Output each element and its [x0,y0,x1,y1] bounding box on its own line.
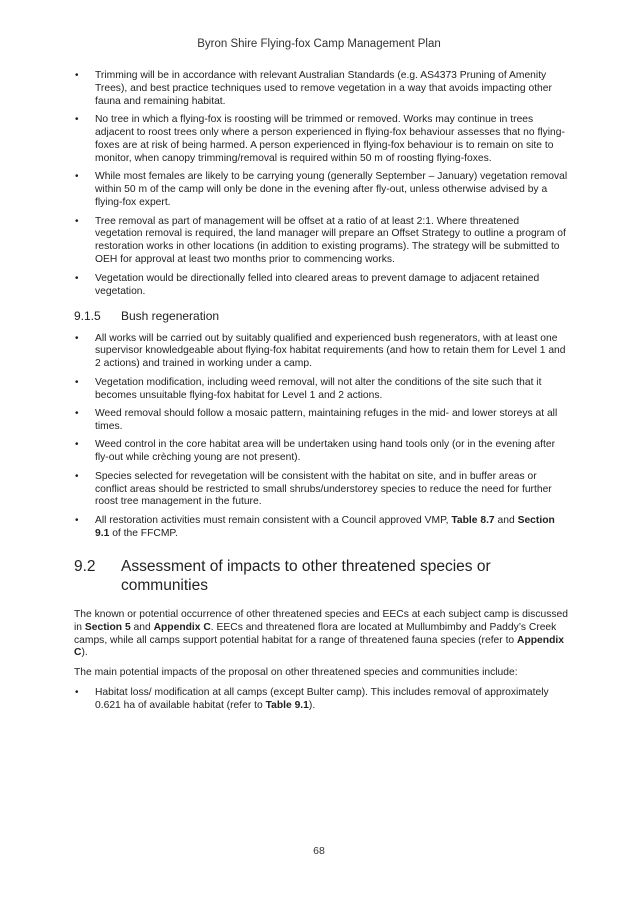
list-item: • No tree in which a flying-fox is roosting will be trimmed or removed. Works may continue in trees adjacent to roost trees only where a person experienced in flying-fox behaviour assesses that no flying-foxes are at risk of being harmed. A person experienced in flying-fox behaviour is to remain on site to monitor, when canopy trimming/removal is required within 50 m of roosting flying-foxes. [74,114,568,166]
text-run: of the FFCMP. [109,527,178,539]
list-item: • Trimming will be in accordance with relevant Australian Standards (e.g. AS4373 Pruning of Amenity Trees), and best practice techniques used to remove vegetation in a way that avoids impacting other fauna and remaining habitat. [74,70,568,109]
text-run: and [494,514,518,526]
section-number: 9.2 [74,557,96,575]
list-item [74,687,568,713]
text-run: ). [81,647,88,659]
text-run: Habitat loss/ modification at all camps (except Bulter camp). This includes removal of approximately 0.621 ha of available habitat (refer to [95,687,549,712]
bullet-list-bush-regeneration [74,333,568,541]
table-reference: Table 8.7 [451,514,495,526]
list-item: • Vegetation modification, including weed removal, will not alter the conditions of the site such that it becomes unsuitable flying-fox habitat for Level 1 and 2 actions. [74,377,568,403]
page-header: Byron Shire Flying-fox Camp Management Plan [197,38,441,50]
bullet-list-impacts [74,687,568,713]
page-content [74,70,568,719]
section-reference: Section 5 [84,621,131,633]
list-item: • All works will be carried out by suitably qualified and experienced bush regenerators, with at least one supervisor knowledgeable about flying-fox habitat requirements (and how to retain them for Level 1 and 2 actions) and trained in working under a camp. [74,333,568,372]
section-heading-9-1-5 [74,309,568,323]
list-item: • Tree removal as part of management will be offset at a ratio of at least 2:1. Where threatened vegetation removal is required, the land manager will prepare an Offset Strategy to outline a program of restoration works in other locations (in addition to existing programs). The strategy will be submitted to OEH for approval at least two months prior to commencing works. [74,216,568,268]
section-reference: Section 9.1 [95,514,555,539]
paragraph: The main potential impacts of the proposal on other threatened species and communities include: [74,667,518,679]
text-run: and [130,621,154,633]
list-item: • Vegetation would be directionally felled into cleared areas to prevent damage to adjacent retained vegetation. [74,273,568,299]
text-run: ). [308,700,316,712]
bullet-list-vegetation-removal [74,70,568,299]
page-number: 68 [313,845,325,857]
list-item: • Weed removal should follow a mosaic pattern, maintaining refuges in the mid- and lower storeys at all times. [74,408,568,434]
section-number: 9.1.5 [74,308,101,323]
paragraph [74,609,568,661]
list-item: • Species selected for revegetation will be consistent with the habitat on site, and in buffer areas or conflict areas should be restricted to small shrubs/understorey species to reduce the need for further roost tree management in the future. [74,471,568,510]
text-run: All restoration activities must remain consistent with a Council approved VMP, [95,514,452,526]
section-title: Bush regeneration [121,308,220,323]
table-reference: Table 9.1 [265,700,309,712]
appendix-reference: Appendix C [153,621,211,633]
list-item: • Weed control in the core habitat area will be undertaken using hand tools only (or in the evening after fly-out while crèching young are not present). [74,439,568,465]
appendix-reference: Appendix C [74,634,564,659]
list-item: • While most females are likely to be carrying young (generally September – January) vegetation removal within 50 m of the camp will only be done in the evening after fly-out, unless otherwise advised by a flying-fox expert. [74,171,568,210]
list-item [74,515,568,541]
text-run: The known or potential occurrence of other threatened species and EECs at each subject camp is discussed in [74,608,568,633]
section-title: Assessment of impacts to other threatened species or communities [121,557,491,594]
section-heading-9-2 [74,557,568,595]
text-run: . EECs and threatened flora are located at Mullumbimby and Paddy’s Creek camps, while all camps support potential habitat for a range of threatened fauna species (refer to [74,621,557,646]
